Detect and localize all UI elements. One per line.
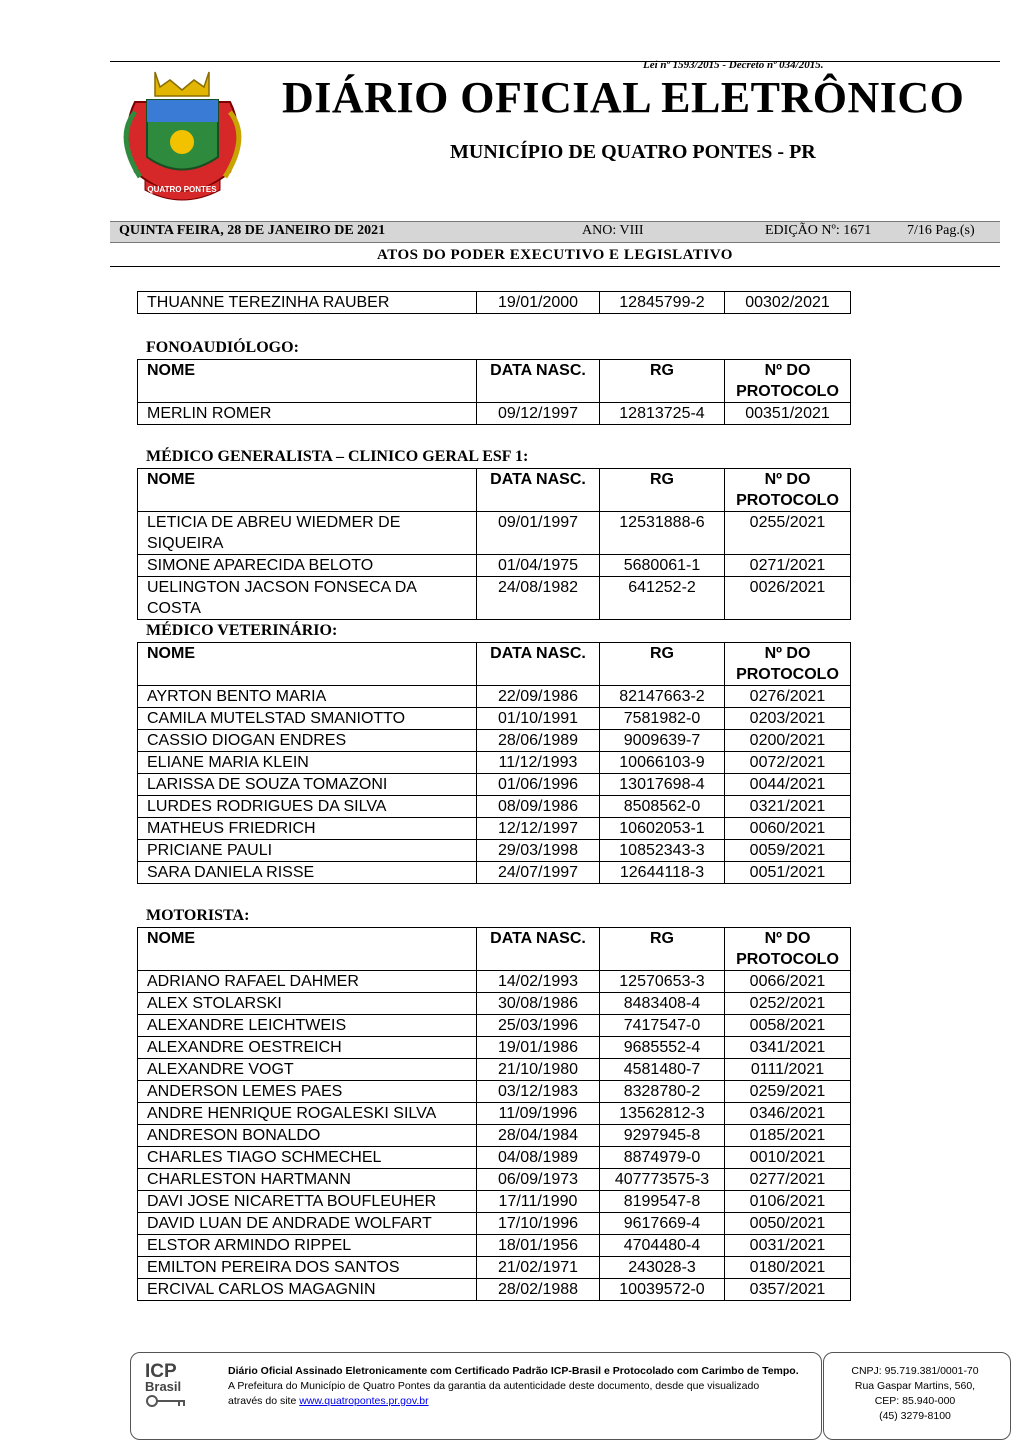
birthdate-cell: 19/01/1986 xyxy=(477,1037,600,1059)
rg-cell: 4581480-7 xyxy=(600,1059,725,1081)
protocol-cell: 0276/2021 xyxy=(725,686,851,708)
table-header-row xyxy=(138,643,851,686)
name-cell: LARISSA DE SOUZA TOMAZONI xyxy=(138,774,477,796)
table-row xyxy=(138,818,851,840)
protocol-cell: 0106/2021 xyxy=(725,1191,851,1213)
protocol-cell: 0058/2021 xyxy=(725,1015,851,1037)
rg-cell: 4704480-4 xyxy=(600,1235,725,1257)
rg-cell: 82147663-2 xyxy=(600,686,725,708)
protocol-cell: 0059/2021 xyxy=(725,840,851,862)
birthdate-cell: 14/02/1993 xyxy=(477,971,600,993)
table-row xyxy=(138,1257,851,1279)
protocol-cell: 0066/2021 xyxy=(725,971,851,993)
section-heading: ATOS DO PODER EXECUTIVO E LEGISLATIVO xyxy=(377,247,733,263)
col-protocol-header: Nº DO PROTOCOLO xyxy=(725,360,851,403)
table-row xyxy=(138,708,851,730)
birthdate-cell: 21/10/1980 xyxy=(477,1059,600,1081)
key-icon xyxy=(145,1394,189,1408)
name-cell: ELSTOR ARMINDO RIPPEL xyxy=(138,1235,477,1257)
certificate-notice xyxy=(228,1364,818,1409)
table-row xyxy=(138,1015,851,1037)
name-cell: CASSIO DIOGAN ENDRES xyxy=(138,730,477,752)
fono-table xyxy=(137,359,851,425)
name-cell: ALEXANDRE VOGT xyxy=(138,1059,477,1081)
protocol-cell: 00351/2021 xyxy=(725,403,851,425)
col-rg-header: RG xyxy=(600,469,725,512)
newspaper-title: DIÁRIO OFICIAL ELETRÔNICO xyxy=(282,73,965,122)
rg-cell: 10602053-1 xyxy=(600,818,725,840)
protocol-cell: 00302/2021 xyxy=(725,292,851,314)
rg-cell: 9297945-8 xyxy=(600,1125,725,1147)
vet-table-body xyxy=(138,686,851,884)
icp-brasil-logo: ICP Brasil xyxy=(145,1364,197,1411)
protocol-cell: 0277/2021 xyxy=(725,1169,851,1191)
table-row xyxy=(138,1279,851,1301)
col-protocol-header: Nº DO PROTOCOLO xyxy=(725,469,851,512)
table-row xyxy=(138,1191,851,1213)
law-reference: Lei nº 1593/2015 - Decreto nº 034/2015. xyxy=(643,59,824,71)
name-cell: ADRIANO RAFAEL DAHMER xyxy=(138,971,477,993)
table-header-row xyxy=(138,469,851,512)
table-row xyxy=(138,1037,851,1059)
name-cell: DAVID LUAN DE ANDRADE WOLFART xyxy=(138,1213,477,1235)
birthdate-cell: 09/01/1997 xyxy=(477,512,600,555)
name-cell: CAMILA MUTELSTAD SMANIOTTO xyxy=(138,708,477,730)
name-cell: THUANNE TEREZINHA RAUBER xyxy=(138,292,477,314)
category-title-fono: FONOAUDIÓLOGO: xyxy=(146,339,299,356)
table-row xyxy=(138,840,851,862)
table-header-row xyxy=(138,928,851,971)
name-cell: EMILTON PEREIRA DOS SANTOS xyxy=(138,1257,477,1279)
rg-cell: 10066103-9 xyxy=(600,752,725,774)
birthdate-cell: 01/10/1991 xyxy=(477,708,600,730)
rg-cell: 5680061-1 xyxy=(600,555,725,577)
rg-cell: 13562812-3 xyxy=(600,1103,725,1125)
notice-line-3: através do site www.quatropontes.pr.gov.br xyxy=(228,1395,429,1407)
col-rg-header: RG xyxy=(600,928,725,971)
table-row xyxy=(138,971,851,993)
col-rg-header: RG xyxy=(600,643,725,686)
municipality-name: MUNICÍPIO DE QUATRO PONTES - PR xyxy=(450,141,816,163)
rg-cell: 10852343-3 xyxy=(600,840,725,862)
name-cell: ELIANE MARIA KLEIN xyxy=(138,752,477,774)
table-row xyxy=(138,993,851,1015)
table-row xyxy=(138,1147,851,1169)
birthdate-cell: 03/12/1983 xyxy=(477,1081,600,1103)
category-title-motorista: MOTORISTA: xyxy=(146,907,250,924)
rg-cell: 7417547-0 xyxy=(600,1015,725,1037)
birthdate-cell: 30/08/1986 xyxy=(477,993,600,1015)
protocol-cell: 0346/2021 xyxy=(725,1103,851,1125)
birthdate-cell: 17/10/1996 xyxy=(477,1213,600,1235)
table-row xyxy=(138,292,851,314)
name-cell: SARA DANIELA RISSE xyxy=(138,862,477,884)
notice-line-1: Diário Oficial Assinado Eletronicamente com Certificado Padrão ICP-Brasil e Protocolado com Carimbo de Tempo. xyxy=(228,1365,799,1377)
edition-number: EDIÇÃO Nº: 1671 xyxy=(765,223,872,238)
name-cell: ERCIVAL CARLOS MAGAGNIN xyxy=(138,1279,477,1301)
col-name-header: NOME xyxy=(138,928,477,971)
name-cell: ANDRESON BONALDO xyxy=(138,1125,477,1147)
col-name-header: NOME xyxy=(138,469,477,512)
protocol-cell: 0271/2021 xyxy=(725,555,851,577)
birthdate-cell: 04/08/1989 xyxy=(477,1147,600,1169)
table-row xyxy=(138,1103,851,1125)
birthdate-cell: 11/12/1993 xyxy=(477,752,600,774)
cep-text: CEP: 85.940-000 xyxy=(874,1395,956,1407)
carry-over-table xyxy=(137,291,851,314)
table-header-row xyxy=(138,360,851,403)
rg-cell: 9009639-7 xyxy=(600,730,725,752)
birthdate-cell: 12/12/1997 xyxy=(477,818,600,840)
protocol-cell: 0051/2021 xyxy=(725,862,851,884)
birthdate-cell: 28/02/1988 xyxy=(477,1279,600,1301)
name-cell: MATHEUS FRIEDRICH xyxy=(138,818,477,840)
name-cell: CHARLES TIAGO SCHMECHEL xyxy=(138,1147,477,1169)
table-row xyxy=(138,1213,851,1235)
protocol-cell: 0255/2021 xyxy=(725,512,851,555)
protocol-cell: 0072/2021 xyxy=(725,752,851,774)
phone-text: (45) 3279-8100 xyxy=(879,1410,951,1422)
motorista-table xyxy=(137,927,851,1301)
table-row xyxy=(138,512,851,555)
name-cell: ALEX STOLARSKI xyxy=(138,993,477,1015)
protocol-cell: 0111/2021 xyxy=(725,1059,851,1081)
rg-cell: 12531888-6 xyxy=(600,512,725,555)
site-link[interactable]: www.quatropontes.pr.gov.br xyxy=(299,1395,429,1407)
birthdate-cell: 11/09/1996 xyxy=(477,1103,600,1125)
table-row xyxy=(138,686,851,708)
col-protocol-header: Nº DO PROTOCOLO xyxy=(725,928,851,971)
table-row xyxy=(138,403,851,425)
table-row xyxy=(138,752,851,774)
protocol-cell: 0010/2021 xyxy=(725,1147,851,1169)
rg-cell: 8328780-2 xyxy=(600,1081,725,1103)
birthdate-cell: 06/09/1973 xyxy=(477,1169,600,1191)
table-row xyxy=(138,1169,851,1191)
table-row xyxy=(138,774,851,796)
cnpj-text: CNPJ: 95.719.381/0001-70 xyxy=(851,1365,979,1377)
col-birthdate-header: DATA NASC. xyxy=(477,360,600,403)
birthdate-cell: 01/04/1975 xyxy=(477,555,600,577)
col-birthdate-header: DATA NASC. xyxy=(477,643,600,686)
protocol-cell: 0357/2021 xyxy=(725,1279,851,1301)
municipal-coat-of-arms-logo xyxy=(115,62,250,202)
protocol-cell: 0180/2021 xyxy=(725,1257,851,1279)
table-row xyxy=(138,1059,851,1081)
publication-date: QUINTA FEIRA, 28 DE JANEIRO DE 2021 xyxy=(119,223,386,238)
col-birthdate-header: DATA NASC. xyxy=(477,469,600,512)
table-row xyxy=(138,1081,851,1103)
protocol-cell: 0203/2021 xyxy=(725,708,851,730)
birthdate-cell: 24/07/1997 xyxy=(477,862,600,884)
rg-cell: 641252-2 xyxy=(600,577,725,620)
rg-cell: 8874979-0 xyxy=(600,1147,725,1169)
table-row xyxy=(138,730,851,752)
birthdate-cell: 19/01/2000 xyxy=(477,292,600,314)
col-name-header: NOME xyxy=(138,360,477,403)
category-title-vet: MÉDICO VETERINÁRIO: xyxy=(146,622,338,639)
col-protocol-header: Nº DO PROTOCOLO xyxy=(725,643,851,686)
name-cell: CHARLESTON HARTMANN xyxy=(138,1169,477,1191)
rg-cell: 243028-3 xyxy=(600,1257,725,1279)
birthdate-cell: 09/12/1997 xyxy=(477,403,600,425)
table-row xyxy=(138,862,851,884)
birthdate-cell: 24/08/1982 xyxy=(477,577,600,620)
protocol-cell: 0044/2021 xyxy=(725,774,851,796)
table-row xyxy=(138,1125,851,1147)
rg-cell: 13017698-4 xyxy=(600,774,725,796)
name-cell: AYRTON BENTO MARIA xyxy=(138,686,477,708)
rg-cell: 10039572-0 xyxy=(600,1279,725,1301)
year-label: ANO: VIII xyxy=(582,223,644,238)
rg-cell: 12644118-3 xyxy=(600,862,725,884)
table-row xyxy=(138,796,851,818)
name-cell: LETICIA DE ABREU WIEDMER DE SIQUEIRA xyxy=(138,512,477,555)
protocol-cell: 0341/2021 xyxy=(725,1037,851,1059)
table-row xyxy=(138,1235,851,1257)
protocol-cell: 0060/2021 xyxy=(725,818,851,840)
rg-cell: 9685552-4 xyxy=(600,1037,725,1059)
svg-text:QUATRO PONTES: QUATRO PONTES xyxy=(147,185,217,194)
motorista-table-body xyxy=(138,971,851,1301)
col-rg-header: RG xyxy=(600,360,725,403)
birthdate-cell: 25/03/1996 xyxy=(477,1015,600,1037)
name-cell: SIMONE APARECIDA BELOTO xyxy=(138,555,477,577)
birthdate-cell: 29/03/1998 xyxy=(477,840,600,862)
birthdate-cell: 21/02/1971 xyxy=(477,1257,600,1279)
category-title-medico: MÉDICO GENERALISTA – CLINICO GERAL ESF 1: xyxy=(146,448,529,465)
table-row xyxy=(138,555,851,577)
birthdate-cell: 22/09/1986 xyxy=(477,686,600,708)
birthdate-cell: 17/11/1990 xyxy=(477,1191,600,1213)
name-cell: MERLIN ROMER xyxy=(138,403,477,425)
address-text: Rua Gaspar Martins, 560, xyxy=(854,1380,976,1392)
col-name-header: NOME xyxy=(138,643,477,686)
edition-info-bar xyxy=(110,221,1000,243)
protocol-cell: 0321/2021 xyxy=(725,796,851,818)
protocol-cell: 0252/2021 xyxy=(725,993,851,1015)
rg-cell: 9617669-4 xyxy=(600,1213,725,1235)
protocol-cell: 0031/2021 xyxy=(725,1235,851,1257)
rg-cell: 8508562-0 xyxy=(600,796,725,818)
protocol-cell: 0026/2021 xyxy=(725,577,851,620)
col-birthdate-header: DATA NASC. xyxy=(477,928,600,971)
rg-cell: 12570653-3 xyxy=(600,971,725,993)
birthdate-cell: 28/06/1989 xyxy=(477,730,600,752)
protocol-cell: 0200/2021 xyxy=(725,730,851,752)
name-cell: ALEXANDRE LEICHTWEIS xyxy=(138,1015,477,1037)
medico-table xyxy=(137,468,851,620)
name-cell: DAVI JOSE NICARETTA BOUFLEUHER xyxy=(138,1191,477,1213)
rg-cell: 12845799-2 xyxy=(600,292,725,314)
page-count: 7/16 Pag.(s) xyxy=(907,223,975,238)
contact-info xyxy=(825,1364,1005,1424)
birthdate-cell: 18/01/1956 xyxy=(477,1235,600,1257)
rg-cell: 7581982-0 xyxy=(600,708,725,730)
rg-cell: 8199547-8 xyxy=(600,1191,725,1213)
rg-cell: 407773575-3 xyxy=(600,1169,725,1191)
name-cell: ANDERSON LEMES PAES xyxy=(138,1081,477,1103)
name-cell: ALEXANDRE OESTREICH xyxy=(138,1037,477,1059)
vet-table xyxy=(137,642,851,884)
name-cell: PRICIANE PAULI xyxy=(138,840,477,862)
protocol-cell: 0259/2021 xyxy=(725,1081,851,1103)
name-cell: ANDRE HENRIQUE ROGALESKI SILVA xyxy=(138,1103,477,1125)
birthdate-cell: 08/09/1986 xyxy=(477,796,600,818)
rg-cell: 12813725-4 xyxy=(600,403,725,425)
name-cell: LURDES RODRIGUES DA SILVA xyxy=(138,796,477,818)
birthdate-cell: 01/06/1996 xyxy=(477,774,600,796)
notice-line-2: A Prefeitura do Município de Quatro Pontes da garantia da autenticidade deste documento, desde que visualizado xyxy=(228,1380,760,1392)
birthdate-cell: 28/04/1984 xyxy=(477,1125,600,1147)
protocol-cell: 0185/2021 xyxy=(725,1125,851,1147)
name-cell: UELINGTON JACSON FONSECA DA COSTA xyxy=(138,577,477,620)
table-row xyxy=(138,577,851,620)
section-rule xyxy=(110,266,1000,267)
rg-cell: 8483408-4 xyxy=(600,993,725,1015)
protocol-cell: 0050/2021 xyxy=(725,1213,851,1235)
